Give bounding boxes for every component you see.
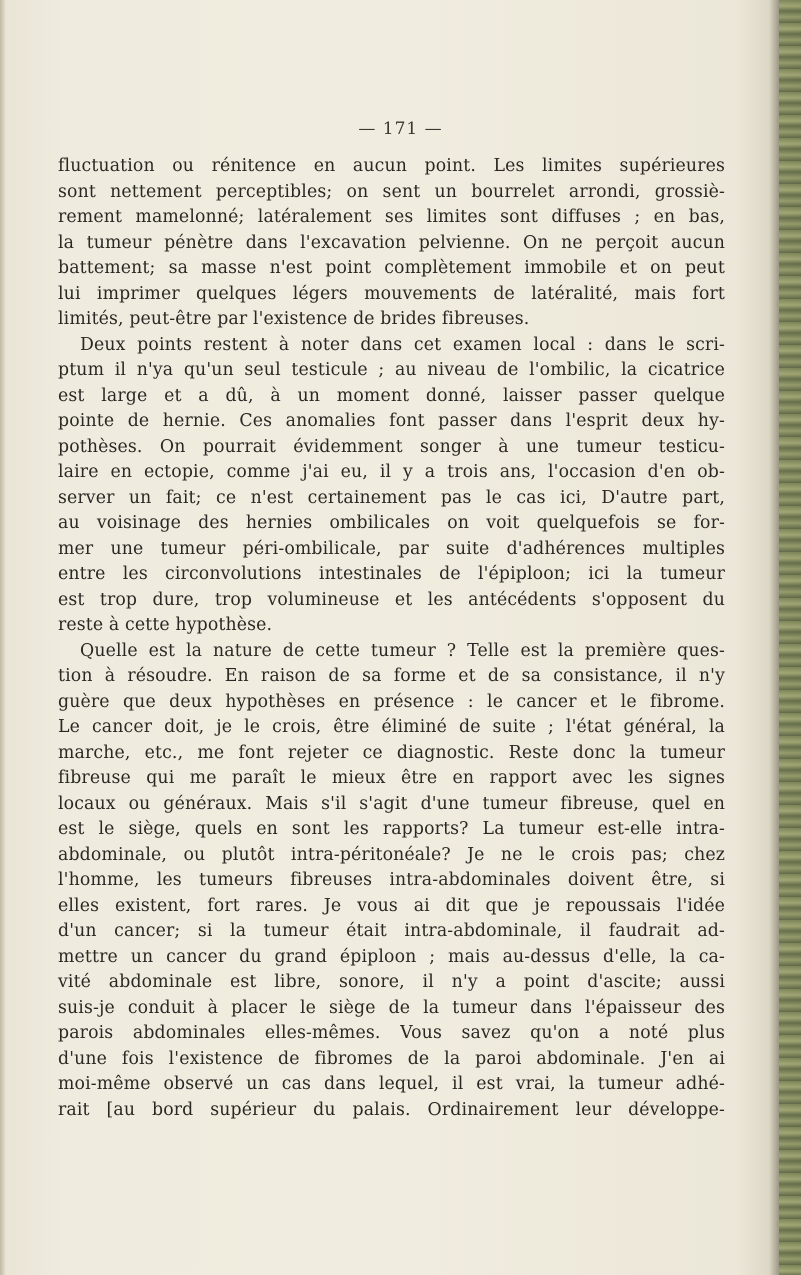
text-line: Le cancer doit, je le crois, être éliminé de suite ; l'état général, la bbox=[58, 717, 725, 737]
page-left-shadow bbox=[0, 0, 6, 1275]
text-line: battement; sa masse n'est point complètement immobile et on peut bbox=[58, 258, 725, 278]
text-line: est le siège, quels en sont les rapports? La tumeur est-elle intra- bbox=[58, 819, 725, 839]
text-line: guère que deux hypothèses en présence : le cancer et le fibrome. bbox=[58, 691, 725, 712]
text-line: fluctuation ou rénitence en aucun point. Les limites supérieures bbox=[58, 156, 725, 176]
text-line: fibreuse qui me paraît le mieux être en rapport avec les signes bbox=[58, 768, 725, 788]
text-line: vité abdominale est libre, sonore, il n'y a point d'ascite; aussi bbox=[58, 972, 725, 992]
text-line: mettre un cancer du grand épiploon ; mais au-dessus d'elle, la ca- bbox=[58, 946, 725, 967]
text-line: lui imprimer quelques légers mouvements de latéralité, mais fort bbox=[58, 283, 725, 304]
text-line: laire en ectopie, comme j'ai eu, il y a trois ans, l'occasion d'en ob- bbox=[58, 462, 725, 482]
text-line: marche, etc., me font rejeter ce diagnostic. Reste donc la tumeur bbox=[58, 742, 725, 763]
page-number: — 171 — bbox=[358, 119, 443, 139]
text-line: rement mamelonné; latéralement ses limites sont diffuses ; en bas, bbox=[58, 207, 725, 227]
text-line: la tumeur pénètre dans l'excavation pelvienne. On ne perçoit aucun bbox=[58, 232, 725, 253]
text-line: rait [au bord supérieur du palais. Ordinairement leur développe- bbox=[58, 1099, 725, 1120]
text-line: au voisinage des hernies ombilicales on voit quelquefois se for- bbox=[58, 513, 725, 533]
text-line: sont nettement perceptibles; on sent un bourrelet arrondi, grossiè- bbox=[58, 181, 725, 202]
text-line: mer une tumeur péri-ombilicale, par suite d'adhérences multiples bbox=[58, 538, 725, 559]
text-line: suis-je conduit à placer le siège de la tumeur dans l'épaisseur des bbox=[58, 997, 725, 1018]
text-line: limités, peut-être par l'existence de brides fibreuses. bbox=[58, 309, 530, 329]
text-line: tion à résoudre. En raison de sa forme et de sa consistance, il n'y bbox=[58, 666, 725, 686]
text-line: Deux points restent à noter dans cet examen local : dans le scri- bbox=[80, 334, 725, 355]
text-line: Quelle est la nature de cette tumeur ? Telle est la première ques- bbox=[80, 640, 725, 661]
text-line: est trop dure, trop volumineuse et les antécédents s'opposent du bbox=[58, 589, 725, 610]
text-line: reste à cette hypothèse. bbox=[58, 615, 273, 635]
book-binding-edge bbox=[779, 0, 801, 1275]
text-line: pothèses. On pourrait évidemment songer à une tumeur testicu- bbox=[58, 436, 725, 457]
text-line: est large et a dû, à un moment donné, laisser passer quelque bbox=[58, 385, 725, 406]
text-line: pointe de hernie. Ces anomalies font passer dans l'esprit deux hy- bbox=[58, 411, 725, 431]
text-line: parois abdominales elles-mêmes. Vous savez qu'on a noté plus bbox=[58, 1023, 725, 1043]
text-line: locaux ou généraux. Mais s'il s'agit d'une tumeur fibreuse, quel en bbox=[58, 793, 725, 814]
body-text bbox=[58, 154, 725, 1123]
text-line: entre les circonvolutions intestinales de l'épiploon; ici la tumeur bbox=[58, 564, 725, 584]
text-line: server un fait; ce n'est certainement pas le cas ici, D'autre part, bbox=[58, 487, 725, 508]
text-line: l'homme, les tumeurs fibreuses intra-abdominales doivent être, si bbox=[58, 870, 725, 890]
text-line: d'une fois l'existence de fibromes de la paroi abdominale. J'en ai bbox=[58, 1048, 725, 1069]
text-line: abdominale, ou plutôt intra-péritonéale? Je ne le crois pas; chez bbox=[58, 844, 725, 865]
binding-shadow bbox=[769, 0, 779, 1275]
text-line: d'un cancer; si la tumeur était intra-abdominale, il faudrait ad- bbox=[58, 921, 725, 941]
text-line: elles existent, fort rares. Je vous ai dit que je repoussais l'idée bbox=[58, 895, 725, 916]
text-line: moi-même observé un cas dans lequel, il est vrai, la tumeur adhé- bbox=[58, 1074, 725, 1094]
text-line: ptum il n'ya qu'un seul testicule ; au niveau de l'ombilic, la cicatrice bbox=[58, 360, 725, 380]
